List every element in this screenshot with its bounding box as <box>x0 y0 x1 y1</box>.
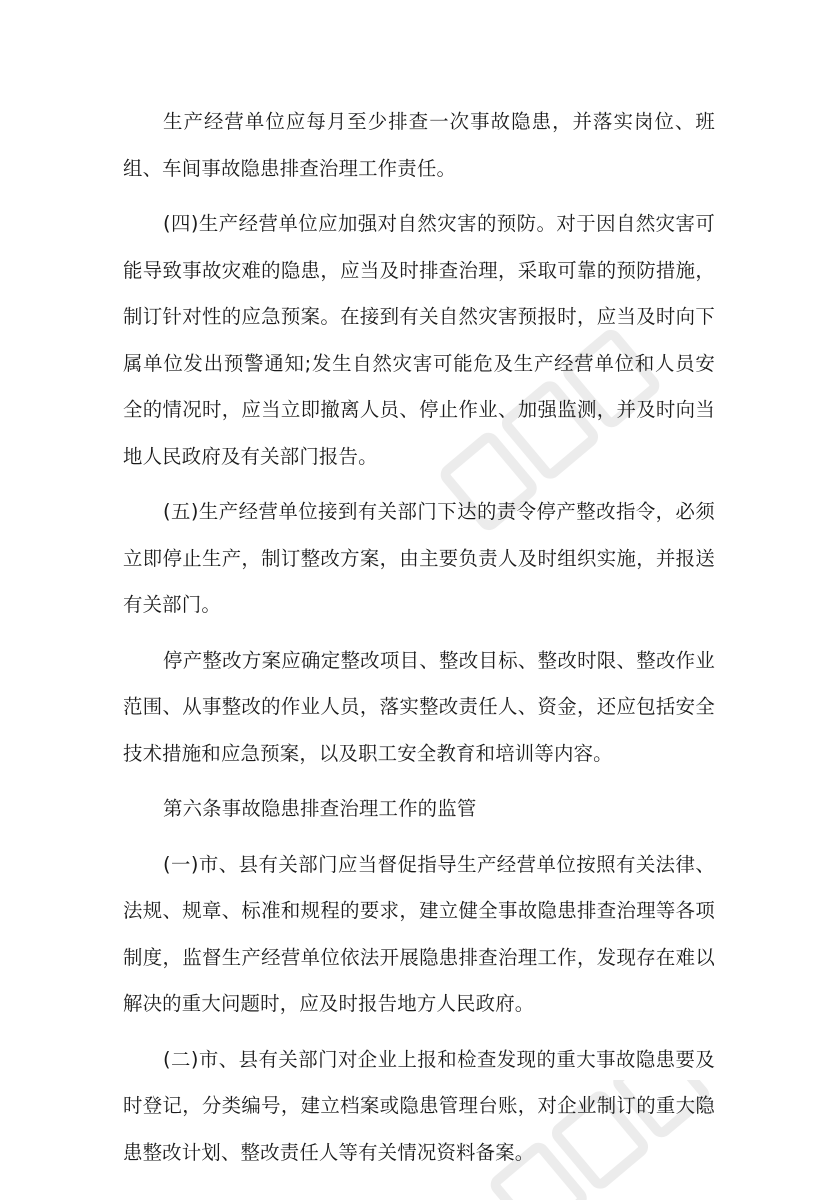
paragraph-monthly-inspection: 生产经营单位应每月至少排查一次事故隐患，并落实岗位、班组、车间事故隐患排查治理工作责任。 <box>123 110 715 180</box>
document-body <box>123 99 715 1176</box>
paragraph-supervision-2: (二)市、县有关部门对企业上报和检查发现的重大事故隐患要及时登记，分类编号，建立档案或隐患管理台账，对企业制订的重大隐患整改计划、整改责任人等有关情况资料备案。 <box>123 1047 715 1164</box>
paragraph-rectification-order: (五)生产经营单位接到有关部门下达的责令停产整改指令，必须立即停止生产，制订整改方案，由主要负责人及时组织实施，并报送有关部门。 <box>123 500 715 616</box>
section-heading-article-6: 第六条事故隐患排查治理工作的监管 <box>163 797 477 820</box>
paragraph-natural-disaster: (四)生产经营单位应加强对自然灾害的预防。对于因自然灾害可能导致事故灾难的隐患，应当及时排查治理，采取可靠的预防措施，制订针对性的应急预案。在接到有关自然灾害预报时，应当及时向下属单位发出预警通知;发生自然灾害可能危及生产经营单位和人员安全的情况时，应当立即撤离人员、停止作业、加强监测，并及时向当地人民政府及有关部门报告。 <box>123 212 715 468</box>
paragraph-supervision-1: (一)市、县有关部门应当督促指导生产经营单位按照有关法律、法规、规章、标准和规程的要求，建立健全事故隐患排查治理等各项制度，监督生产经营单位依法开展隐患排查治理工作，发现存在难以解决的重大问题时，应及时报告地方人民政府。 <box>123 852 715 1015</box>
paragraph-rectification-plan: 停产整改方案应确定整改项目、整改目标、整改时限、整改作业范围、从事整改的作业人员，落实整改责任人、资金，还应包括安全技术措施和应急预案，以及职工安全教育和培训等内容。 <box>123 648 715 765</box>
